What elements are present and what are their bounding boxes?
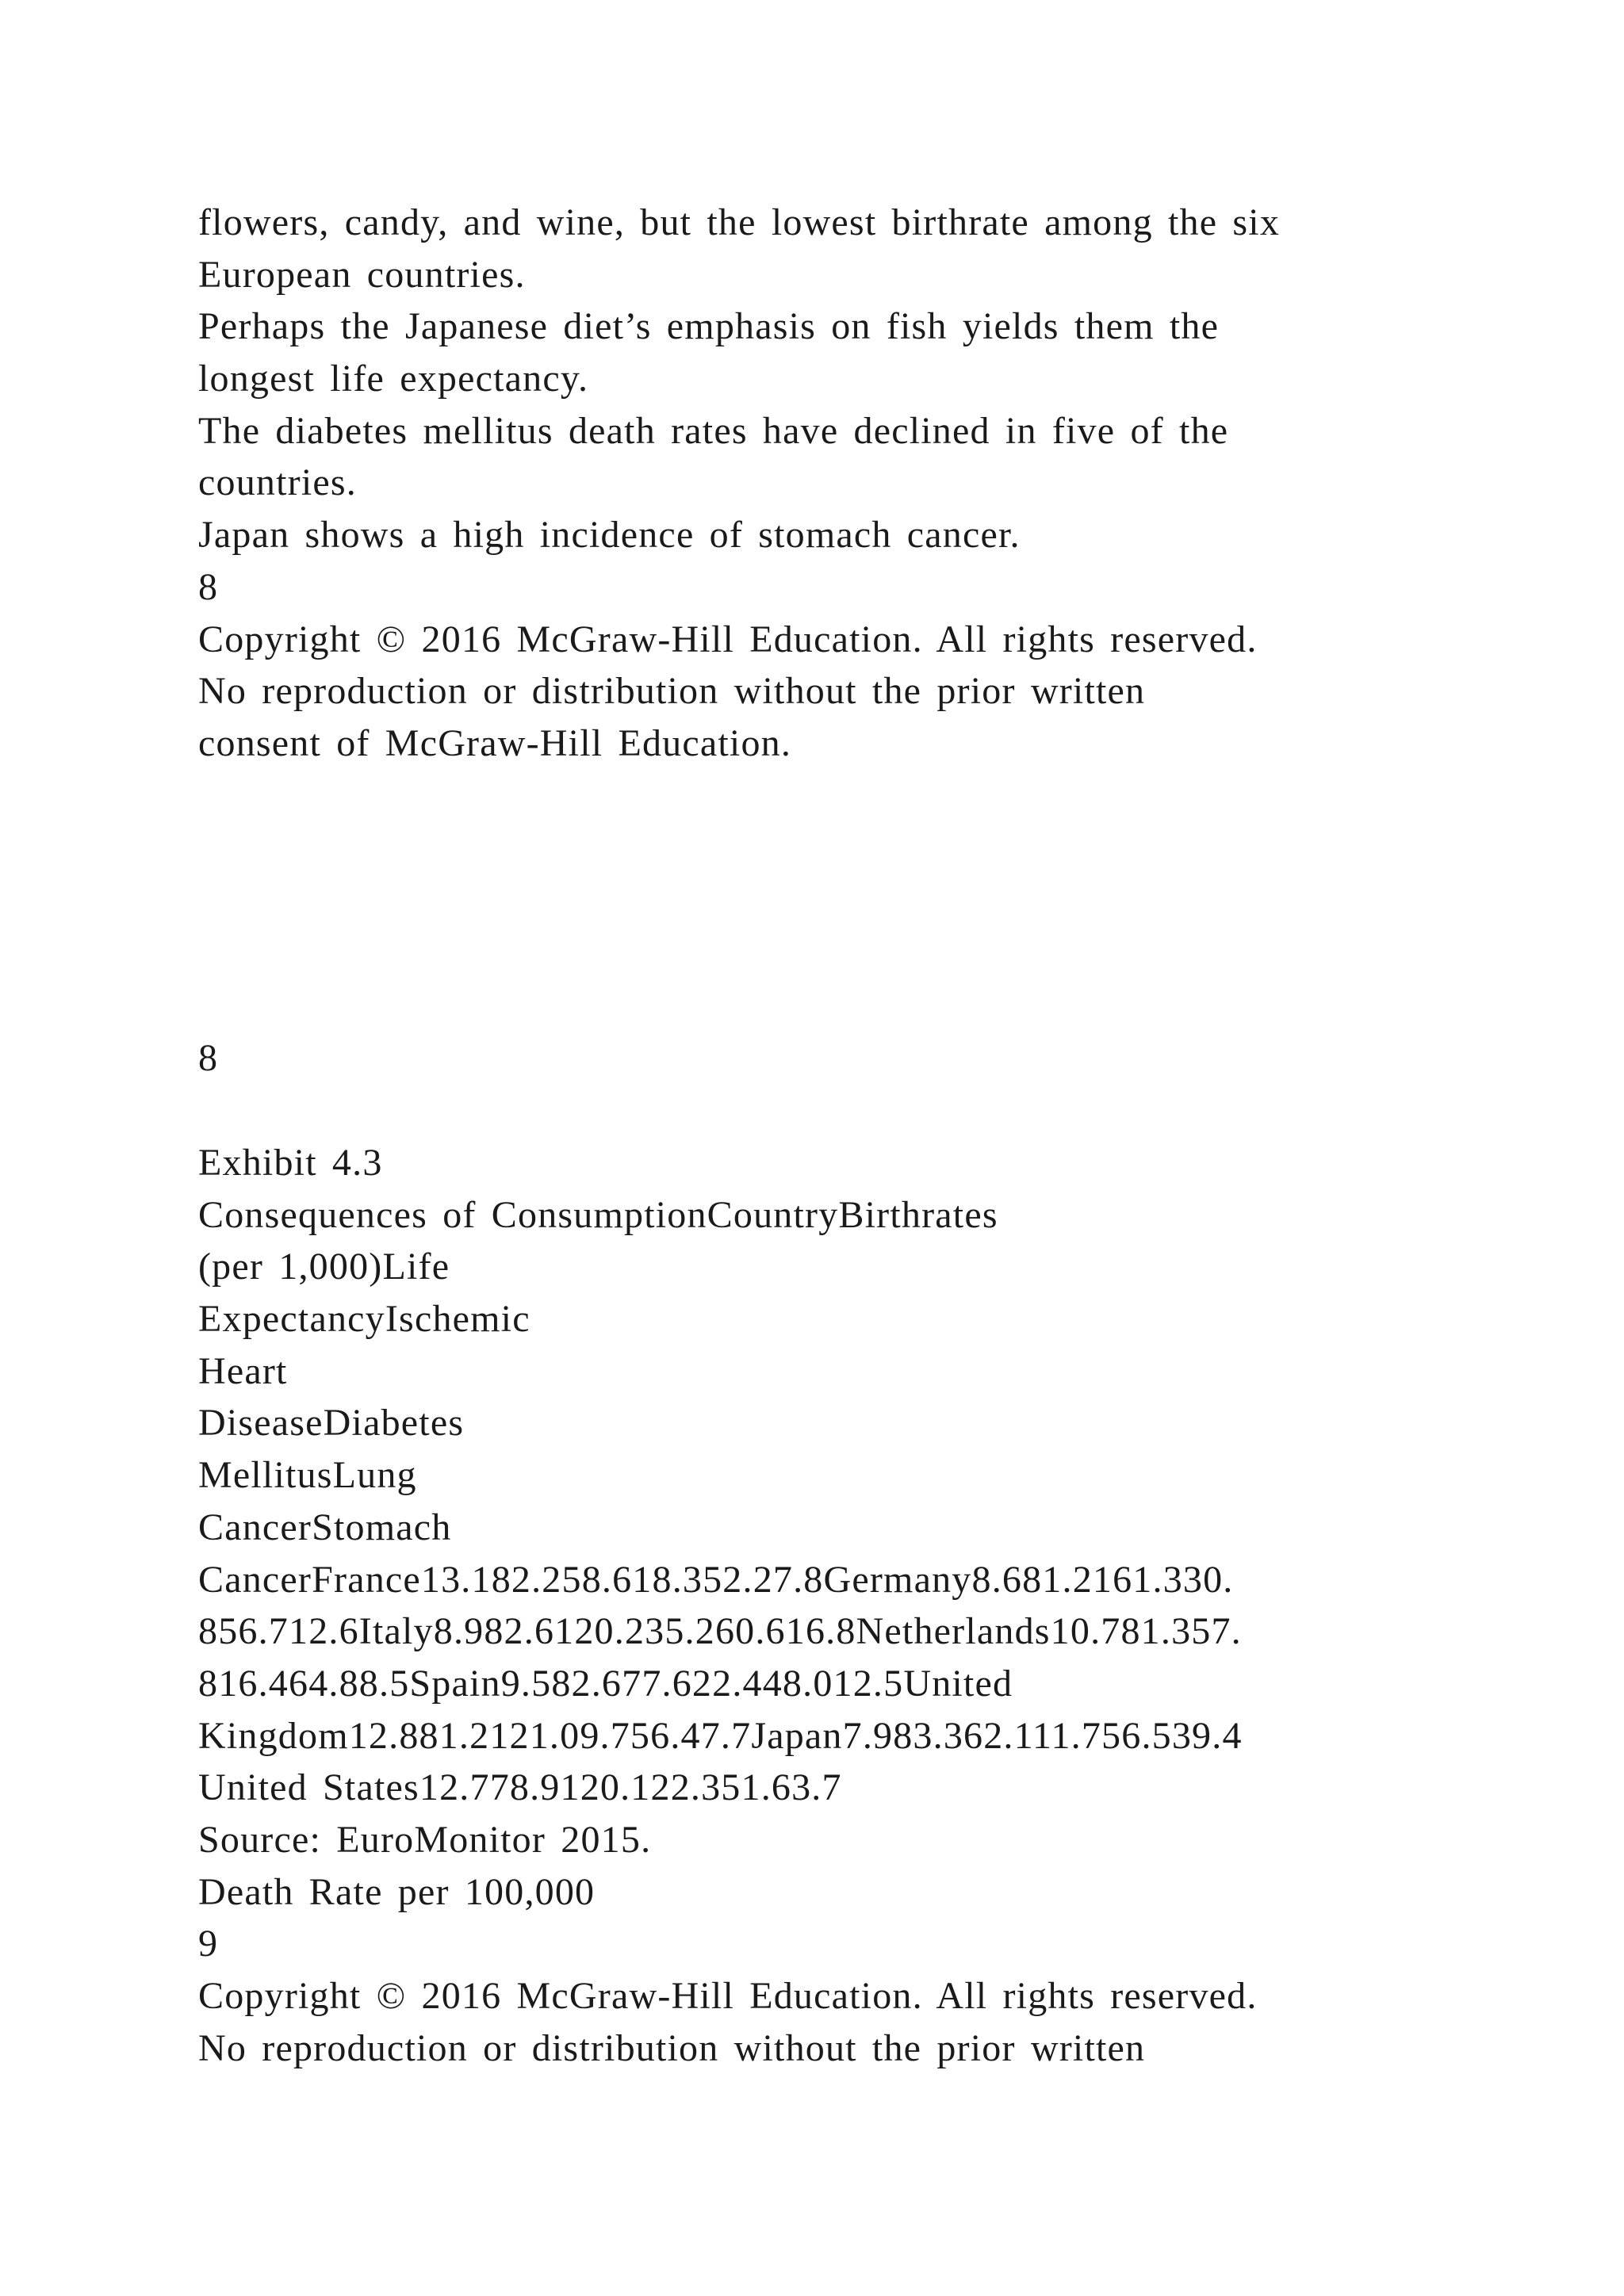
text-line: Kingdom12.881.2121.09.756.47.7Japan7.983.362.111.756.539.4 <box>198 1714 1243 1757</box>
text-line: Perhaps the Japanese diet’s emphasis on fish yields them the <box>198 305 1220 348</box>
text-line: MellitusLung <box>198 1454 417 1497</box>
text-line: longest life expectancy. <box>198 358 589 400</box>
text-line: Death Rate per 100,000 <box>198 1870 596 1913</box>
copyright-line: No reproduction or distribution without the prior written <box>198 2026 1146 2069</box>
slide-number: 8 <box>198 565 219 608</box>
text-line: DiseaseDiabetes <box>198 1402 465 1445</box>
slide-number: 8 <box>198 1037 219 1079</box>
text-line: (per 1,000)Life <box>198 1246 450 1288</box>
text-line: Heart <box>198 1349 288 1392</box>
copyright-line: No reproduction or distribution without the prior written <box>198 670 1146 713</box>
copyright-line: Copyright © 2016 McGraw-Hill Education. All rights reserved. <box>198 1975 1258 2017</box>
text-line: Consequences of ConsumptionCountryBirthrates <box>198 1193 998 1236</box>
source-line: Source: EuroMonitor 2015. <box>198 1818 652 1861</box>
text-line: United States12.778.9120.122.351.63.7 <box>198 1766 842 1809</box>
text-block-top <box>198 197 1499 770</box>
text-block-slide-number <box>198 1032 1499 1085</box>
text-line: The diabetes mellitus death rates have declined in five of the <box>198 409 1229 452</box>
text-line: 856.712.6Italy8.982.6120.235.260.616.8Netherlands10.781.357. <box>198 1610 1242 1653</box>
text-line: countries. <box>198 461 357 504</box>
slide-number: 9 <box>198 1923 219 1965</box>
text-block-exhibit <box>198 1137 1499 2074</box>
text-line: CancerStomach <box>198 1506 452 1548</box>
text-line: European countries. <box>198 253 526 296</box>
exhibit-title: Exhibit 4.3 <box>198 1142 383 1184</box>
text-line: ExpectancyIschemic <box>198 1298 530 1341</box>
text-line: Japan shows a high incidence of stomach cancer. <box>198 514 1021 557</box>
copyright-line: Copyright © 2016 McGraw-Hill Education. All rights reserved. <box>198 618 1258 660</box>
text-line: CancerFrance13.182.258.618.352.27.8Germany8.681.2161.330. <box>198 1558 1234 1601</box>
text-line: 816.464.88.5Spain9.582.677.622.448.012.5United <box>198 1662 1013 1705</box>
text-line: flowers, candy, and wine, but the lowest birthrate among the six <box>198 201 1281 243</box>
copyright-line: consent of McGraw-Hill Education. <box>198 721 792 764</box>
